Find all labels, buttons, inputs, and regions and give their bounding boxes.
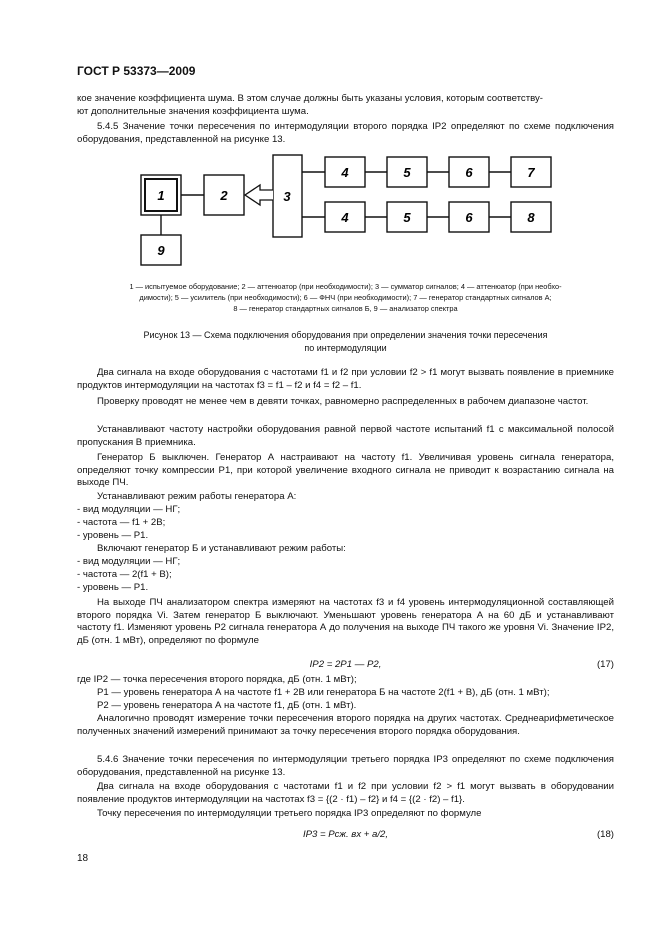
paragraph-1: Два сигнала на входе оборудования с частотами f1 и f2 при условии f2 > f1 могут вызвать появление в приемнике продуктов интермодуляции на частотах f3 = f1 – f2 и f4 = f2 – f1. xyxy=(77,367,614,391)
document-header: ГОСТ Р 53373—2009 xyxy=(77,64,196,78)
clause-5-4-6: 5.4.6 Значение точки пересечения по интермодуляции третьего порядка IP3 определяют по схеме подключения оборудования, представленной на рисунке 13. xyxy=(77,754,614,778)
paragraph-8: Аналогично проводят измерение точки пересечения второго порядка на других частотах. Среднеарифметическое полученных значений измерений принимают за точку пересечения второго порядка оборудования. xyxy=(77,713,614,737)
formula-17-number: (17) xyxy=(596,659,614,670)
block-1-label: 1 xyxy=(157,188,165,203)
block-top-6-label: 6 xyxy=(465,165,473,180)
list-item: - частота — f1 + 2B; xyxy=(77,517,166,528)
arrow-3-to-2 xyxy=(245,185,273,205)
block-bot-5-label: 5 xyxy=(403,210,411,225)
legend-line-2: димости); 5 — усилитель (при необходимости); 6 — ФНЧ (при необходимости); 7 — генератор стандартных сигналов А; xyxy=(139,293,552,302)
intro-line-2: ют дополнительные значения коэффициента шума. xyxy=(77,106,309,117)
legend-line-1: 1 — испытуемое оборудование; 2 — аттенюатор (при необходимости); 3 — сумматор сигналов; 4 — аттенюатор (при необхо- xyxy=(129,282,562,291)
formula-17 xyxy=(77,659,614,670)
legend-line-3: 8 — генератор стандартных сигналов Б, 9 — анализатор спектра xyxy=(233,304,458,313)
list-item: - вид модуляции — НГ; xyxy=(77,556,181,567)
where-p1: P1 — уровень генератора А на частоте f1 + 2B или генератора Б на частоте 2(f1 + B), дБ (отн. 1 мВт); xyxy=(97,687,550,698)
block-2-label: 2 xyxy=(220,188,228,203)
block-top-5-label: 5 xyxy=(403,165,411,180)
paragraph-3: Устанавливают частоту настройки оборудования равной первой частоте испытаний f1 с максимальной полосой пропускания В приемника. xyxy=(77,424,614,448)
block-top-7-label: 7 xyxy=(527,165,535,180)
paragraph-7: На выходе ПЧ анализатором спектра измеряют на частотах f3 и f4 уровень интермодуляционной составляющей второго порядка Vi. Затем генератор Б выключают. Уменьшают уровень генератора А на 60 дБ и устанавливают частоту f1. Изменяют уровень P2 сигнала генератора А до получения на выходе ПЧ такого же уровня Vi. Значение IP2, дБ (отн. 1 мВт), определяют по формуле xyxy=(77,597,614,646)
paragraph-2: Проверку проводят не менее чем в девяти точках, равномерно распределенных в рабочем диапазоне частот. xyxy=(97,396,589,407)
page-number: 18 xyxy=(77,853,89,864)
formula-18 xyxy=(77,829,614,840)
block-bot-8-label: 8 xyxy=(527,210,535,225)
figure-caption-line-1: Рисунок 13 — Схема подключения оборудования при определении значения точки пересечения xyxy=(143,330,548,340)
where-p2: P2 — уровень генератора А на частоте f1, дБ (отн. 1 мВт). xyxy=(97,700,357,711)
block-bot-6-label: 6 xyxy=(465,210,473,225)
paragraph-5: Устанавливают режим работы генератора А: xyxy=(97,491,297,502)
formula-17-expression: IP2 = 2P1 — P2, xyxy=(309,659,382,670)
list-item: - вид модуляции — НГ; xyxy=(77,504,181,515)
list-item: - уровень — P1. xyxy=(77,582,149,593)
list-item: - частота — 2(f1 + B); xyxy=(77,569,172,580)
where-ip2: где IP2 — точка пересечения второго порядка, дБ (отн. 1 мВт); xyxy=(77,674,357,685)
formula-18-expression: IP3 = Pсж. вх + a/2, xyxy=(302,829,389,840)
paragraph-10: Два сигнала на входе оборудования с частотами f1 и f2 при условии f2 > f1 могут вызвать в оборудовании появление продуктов интермодуляции на частотах f3 = {(2 · f1) – f2} и f4 = {(2 · f2) – f1}. xyxy=(77,781,614,805)
block-9-label: 9 xyxy=(157,243,165,258)
figure-caption-line-2: по интермодуляции xyxy=(304,343,387,353)
paragraph-6: Включают генератор Б и устанавливают режим работы: xyxy=(97,543,346,554)
formula-18-number: (18) xyxy=(596,829,614,840)
intro-line-1: кое значение коэффициента шума. В этом случае должны быть указаны условия, которым соответству- xyxy=(77,93,543,104)
paragraph-4: Генератор Б выключен. Генератор А настраивают на частоту f1. Увеличивая уровень сигнала генератора, определяют точку компрессии P1, при которой увеличение входного сигнала не приводит к возрастанию сигнала на выходе ПЧ. xyxy=(77,452,614,489)
block-top-4-label: 4 xyxy=(341,165,349,180)
block-3-label: 3 xyxy=(283,189,291,204)
paragraph-11: Точку пересечения по интермодуляции третьего порядка IP3 определяют по формуле xyxy=(97,808,482,819)
block-bot-4-label: 4 xyxy=(341,210,349,225)
clause-5-4-5: 5.4.5 Значение точки пересечения по интермодуляции второго порядка IP2 определяют по схеме подключения оборудования, представленной на рисунке 13. xyxy=(77,121,614,145)
list-item: - уровень — P1. xyxy=(77,530,149,541)
